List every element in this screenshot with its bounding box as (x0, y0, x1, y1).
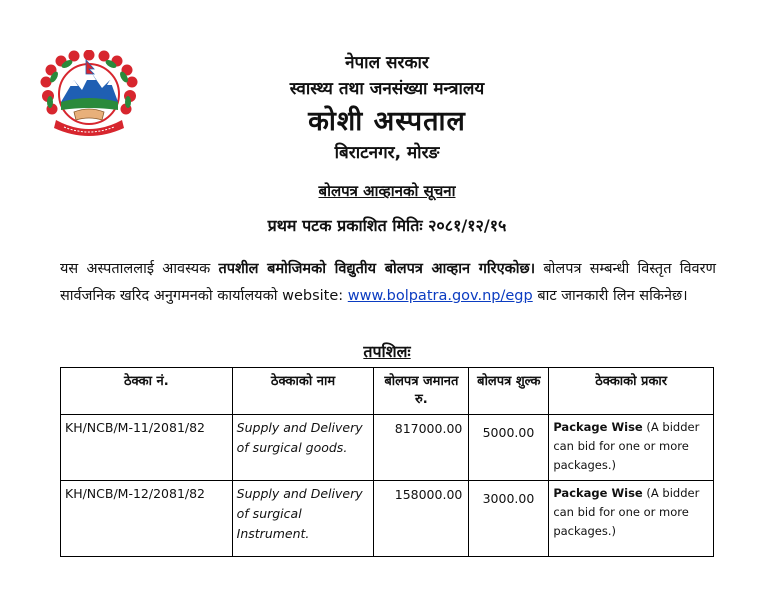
hospital-location: बिराटनगर, मोरङ (334, 143, 440, 163)
table-row (61, 481, 714, 557)
published-date: प्रथम पटक प्रकाशित मितिः २०८१/१२/१५ (267, 216, 507, 235)
table-header-row (61, 368, 714, 415)
paragraph-text: यस अस्पताललाई आवस्यक (60, 261, 219, 277)
contract-type-bold: Package Wise (553, 486, 643, 500)
notice-title: बोलपत्र आव्हानको सूचना (318, 182, 456, 200)
ministry-name: स्वास्थ्य तथा जनसंख्या मन्त्रालय (289, 79, 485, 99)
contract-no: KH/NCB/M-11/2081/82 (61, 415, 233, 481)
government-name: नेपाल सरकार (345, 53, 429, 73)
contract-type-detail: (A bidder can bid for one or more packages.) (553, 486, 700, 538)
contract-no: KH/NCB/M-12/2081/82 (61, 481, 233, 557)
contract-type-bold: Package Wise (553, 420, 643, 434)
col-header-bid-security: बोलपत्र जमानत रु. (374, 368, 469, 415)
col-header-contract-type: ठेक्काको प्रकार (549, 368, 714, 415)
notice-paragraph (60, 256, 716, 310)
paragraph-bold-text: तपशील बमोजिमको विद्युतीय बोलपत्र आव्हान गरिएकोछ। (218, 261, 536, 277)
bid-fee: 5000.00 (469, 415, 549, 481)
contract-type-detail: (A bidder can bid for one or more packages.) (553, 420, 700, 472)
contract-type (549, 415, 714, 481)
table-title: तपशिलः (363, 342, 411, 361)
bid-fee: 3000.00 (469, 481, 549, 557)
col-header-contract-name: ठेक्काको नाम (232, 368, 374, 415)
paragraph-text: बोलपत्र सम्बन्धी विस्तृत विवरण सार्वजनिक खरिद अनुगमनको कार्यालयको website: (60, 261, 717, 304)
contract-name: Supply and Delivery of surgical goods. (232, 415, 374, 481)
col-header-bid-fee: बोलपत्र शुल्क (469, 368, 549, 415)
tender-table (60, 367, 714, 557)
bid-security: 817000.00 (374, 415, 469, 481)
col-header-contract-no: ठेक्का नं. (61, 368, 233, 415)
bid-security: 158000.00 (374, 481, 469, 557)
bolpatra-link[interactable]: www.bolpatra.gov.np/egp (347, 288, 533, 304)
paragraph-text: बाट जानकारी लिन सकिनेछ। (532, 288, 688, 304)
contract-name: Supply and Delivery of surgical Instrument. (232, 481, 374, 557)
table-row (61, 415, 714, 481)
hospital-name: कोशी अस्पताल (308, 106, 466, 137)
contract-type (549, 481, 714, 557)
